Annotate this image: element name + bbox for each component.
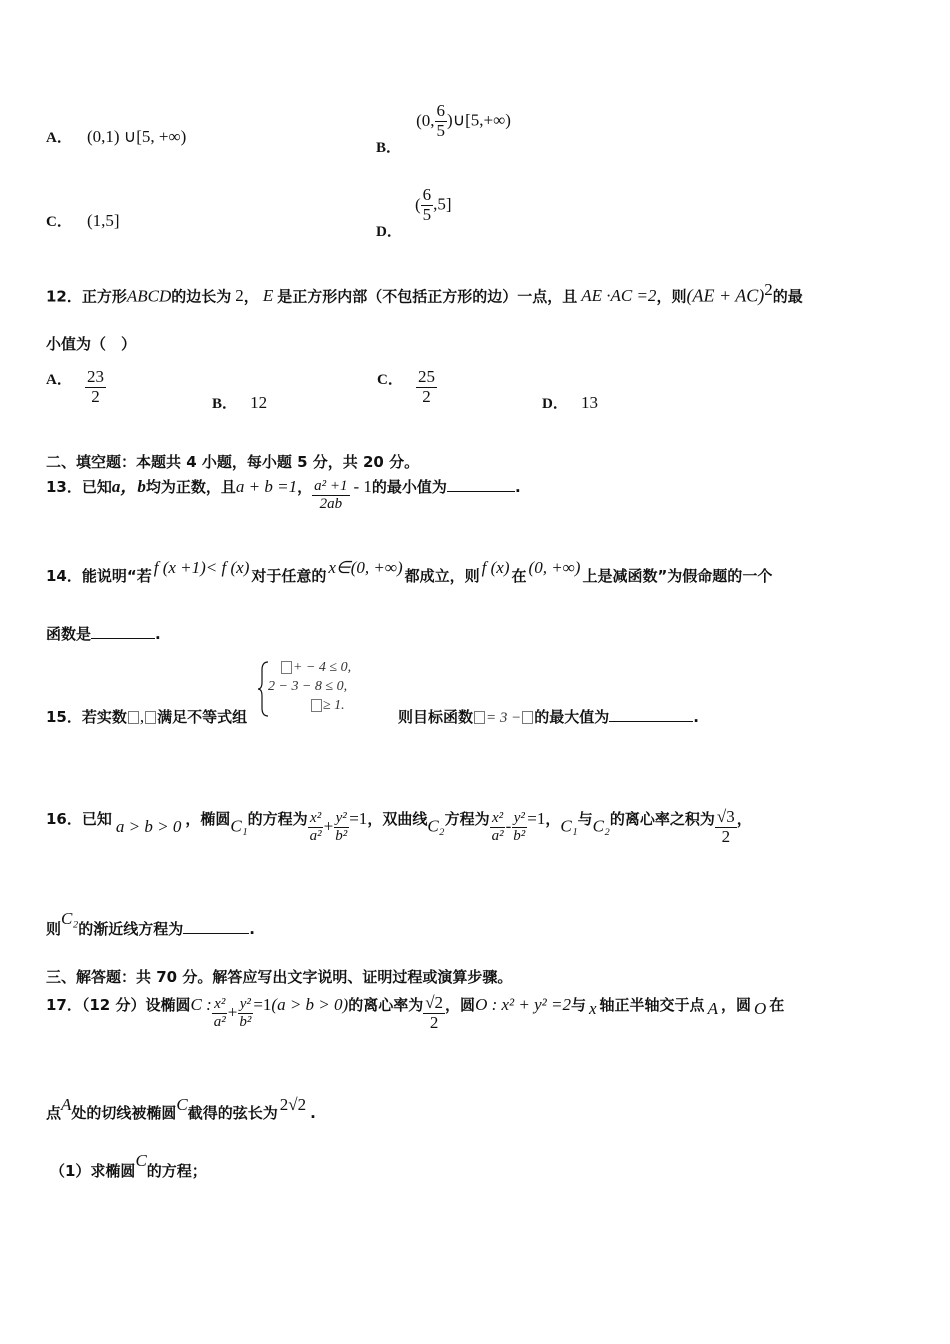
q16-math: C₂ bbox=[592, 816, 610, 836]
section-heading-fill-in: 二、填空题：本题共 4 小题，每小题 5 分，共 20 分。 bbox=[46, 453, 420, 471]
q14-stem-line2 bbox=[46, 623, 161, 644]
fraction: $\frac{\text{y²}}{\text{b²}}$ bbox=[335, 810, 348, 844]
q16-text: 的方程为 bbox=[247, 809, 308, 828]
missing-glyph-box bbox=[281, 661, 292, 674]
q17-text: 处的切线被椭圆 bbox=[71, 1104, 177, 1122]
q17-text: 的离心率为 bbox=[348, 995, 424, 1014]
q12-math: 2 bbox=[235, 286, 244, 306]
q16-math: =1 bbox=[527, 808, 546, 828]
fraction-denominator: 2ab bbox=[319, 495, 343, 512]
fraction-numerator: a² +1 bbox=[314, 478, 348, 494]
inequality-row-2 bbox=[268, 679, 347, 695]
q16-math: C₁ bbox=[560, 816, 578, 836]
q15-text: . bbox=[693, 708, 699, 726]
option-expr: (1,5] bbox=[86, 211, 120, 230]
q17-math: (a > b > 0) bbox=[271, 994, 349, 1014]
q12-stem bbox=[46, 280, 803, 306]
q11-option-b bbox=[376, 101, 511, 156]
q17-text: 截得的弦长为 bbox=[187, 1104, 278, 1122]
missing-glyph-box bbox=[128, 711, 139, 724]
option-value: 12 bbox=[250, 393, 268, 412]
q13-math: a，b bbox=[111, 476, 146, 496]
q17-math: A bbox=[707, 998, 718, 1018]
q12-text: 的边长为 bbox=[171, 287, 232, 306]
q13-math: - 1 bbox=[353, 476, 372, 496]
q15-text: 满足不等式组 bbox=[157, 708, 248, 726]
fraction-numerator: 6 bbox=[422, 185, 432, 204]
q17-math: C bbox=[135, 1151, 147, 1170]
q14-text: 函数是 bbox=[46, 625, 92, 643]
fraction bbox=[421, 186, 434, 224]
fraction bbox=[715, 808, 737, 846]
q14-text: 在 bbox=[511, 567, 527, 585]
fraction: $\frac{\text{y²}}{\text{b²}}$ bbox=[513, 810, 526, 844]
q16-text: ，椭圆 bbox=[185, 809, 231, 828]
q15-math: = 3 − bbox=[486, 710, 522, 726]
inequality-row-1 bbox=[280, 660, 351, 676]
fraction-numerator: 6 bbox=[436, 101, 446, 120]
option-post: ,5] bbox=[433, 194, 452, 214]
answer-blank[interactable] bbox=[447, 491, 515, 492]
q12-math: ABCD bbox=[126, 286, 172, 306]
q13-text: . bbox=[514, 477, 521, 496]
q12-math: E bbox=[262, 286, 274, 306]
q14-math: x∈(0, +∞) bbox=[328, 558, 403, 577]
q13-text: 的最小值为 bbox=[371, 477, 447, 496]
q12-math-exponent: 2 bbox=[764, 280, 773, 299]
q17-math: C : bbox=[190, 994, 212, 1014]
q15-text: 若实数 bbox=[81, 708, 127, 726]
question-number: 15． bbox=[46, 708, 82, 726]
q11-option-a bbox=[46, 126, 186, 147]
q12-math: AE ·AC =2 bbox=[581, 286, 657, 306]
q13-text: 已知 bbox=[81, 477, 112, 496]
q14-text: 能说明“若 bbox=[81, 567, 152, 585]
q12-option-c bbox=[377, 368, 437, 406]
question-number: 13． bbox=[46, 477, 82, 496]
option-label: C． bbox=[377, 371, 403, 388]
fraction bbox=[435, 102, 448, 140]
q17-text: . bbox=[310, 1104, 316, 1122]
option-label: C． bbox=[46, 214, 72, 230]
inequality-text: 2 − 3 − 8 ≤ 0, bbox=[268, 679, 348, 694]
q16-text: 方程为 bbox=[444, 809, 490, 828]
missing-glyph-box bbox=[522, 711, 533, 724]
option-label: D． bbox=[376, 223, 402, 240]
q16-stem-line2 bbox=[46, 908, 255, 938]
option-expr: (0,1) ∪[5, +∞) bbox=[86, 127, 187, 146]
q14-text: 上是减函数”为假命题的一个 bbox=[582, 567, 773, 585]
inequality-text: ≥ 1. bbox=[323, 698, 345, 713]
q16-text: . bbox=[249, 920, 255, 938]
q12-text: 的最 bbox=[772, 287, 803, 306]
fraction-denominator: 5 bbox=[436, 120, 446, 140]
q17-math: C bbox=[176, 1095, 188, 1114]
q12-math: (AE + AC) bbox=[686, 285, 765, 306]
q17-text: 轴正半轴交于点 bbox=[599, 995, 705, 1014]
q14-stem bbox=[46, 558, 773, 586]
q12-option-b bbox=[212, 392, 267, 413]
section-heading-solutions: 三、解答题：共 70 分。解答应写出文字说明、证明过程或演算步骤。 bbox=[46, 968, 513, 986]
question-number: 12． bbox=[46, 287, 82, 306]
q12-text: 正方形 bbox=[81, 287, 127, 306]
q15-text: 则目标函数 bbox=[398, 708, 474, 726]
q14-text: 对于任意的 bbox=[251, 567, 327, 585]
q17-math: A bbox=[61, 1095, 72, 1114]
option-pre: ( bbox=[414, 194, 421, 214]
inequality-text: + − 4 ≤ 0, bbox=[293, 660, 352, 675]
q12-text: ， bbox=[243, 287, 259, 306]
q16-text: 已知 bbox=[81, 809, 112, 828]
q14-text: 都成立，则 bbox=[404, 567, 480, 585]
q17-text: 在 bbox=[769, 995, 785, 1014]
q11-option-c bbox=[46, 210, 120, 231]
q17-text: ，圆 bbox=[445, 995, 476, 1014]
q12-text: 是正方形内部（不包括正方形的边）一点，且 bbox=[277, 287, 578, 306]
inequality-row-3 bbox=[310, 698, 345, 714]
q15-stem: 15．若实数 , 满足不等式组 bbox=[46, 707, 248, 726]
missing-glyph-box bbox=[145, 711, 156, 724]
q16-text: 的离心率之积为 bbox=[609, 809, 715, 828]
option-label: A． bbox=[46, 371, 72, 388]
q15-text: 的最大值为 bbox=[534, 708, 610, 726]
fraction-denominator: 2 bbox=[721, 826, 731, 846]
q16-math: a > b > 0 bbox=[115, 816, 182, 836]
q16-text: 与 bbox=[577, 809, 593, 828]
fraction-denominator: 2 bbox=[422, 386, 431, 406]
q14-math: f (x) bbox=[481, 558, 510, 577]
fraction bbox=[416, 368, 437, 406]
q16-math: =1 bbox=[349, 808, 368, 828]
q17-text: （12 分）设椭圆 bbox=[81, 995, 191, 1014]
q14-text: . bbox=[155, 625, 161, 643]
fraction: $\frac{\text{x²}}{\text{a²}}$ bbox=[309, 810, 322, 844]
q14-math: (0, +∞) bbox=[528, 558, 581, 577]
q17-math: 2√2 bbox=[279, 1095, 307, 1114]
q16-text: ，双曲线 bbox=[367, 809, 428, 828]
fraction bbox=[423, 994, 445, 1032]
q17-math: x bbox=[589, 998, 597, 1018]
fraction-numerator: 23 bbox=[86, 367, 104, 386]
q13-text: ， bbox=[297, 477, 313, 496]
fraction-numerator: 25 bbox=[417, 367, 435, 386]
q17-math: =1 bbox=[253, 994, 272, 1014]
q16-stem: 16．已知 a > b > 0 ，椭圆C₁的方程为 $\frac{\text{x²}}{\text{a²}}$ + $\frac{\text{y²}}{\text{b²}}$ =1，双曲线C₂方程为 $\frac{\text{x²}}{\text{a²}}$ - $\frac{\text{y²}}{\text{b²}}$ =1，C₁与C₂的离心率之积为 $\frac{√3}{2}$ ， bbox=[46, 807, 752, 846]
q15-stem-tail bbox=[398, 706, 699, 727]
q16-math: C₁ bbox=[230, 816, 248, 836]
option-value: 13 bbox=[580, 393, 598, 412]
q13-stem bbox=[46, 478, 521, 512]
answer-blank[interactable] bbox=[609, 721, 693, 722]
fraction bbox=[312, 478, 349, 512]
missing-glyph-box bbox=[311, 699, 322, 712]
answer-blank[interactable] bbox=[91, 638, 155, 639]
option-label: B． bbox=[376, 139, 402, 156]
question-number: 16． bbox=[46, 809, 82, 828]
q12-stem-line2: 小值为（ ） bbox=[46, 335, 137, 353]
q17-text: 与 bbox=[570, 995, 586, 1014]
q12-option-a bbox=[46, 368, 106, 406]
q17-text: 点 bbox=[46, 1104, 62, 1122]
fraction-numerator: √2 bbox=[425, 993, 444, 1012]
option-post: )∪[5,+∞) bbox=[447, 110, 511, 130]
question-number: 17． bbox=[46, 995, 82, 1014]
q17-text: ，圆 bbox=[720, 995, 751, 1014]
q17-text: 的方程； bbox=[146, 1162, 207, 1180]
q16-math: C₂ bbox=[61, 909, 79, 928]
missing-glyph-box bbox=[474, 711, 485, 724]
q11-option-d bbox=[376, 185, 452, 240]
option-label: B． bbox=[212, 396, 238, 412]
q16-text: 的渐近线方程为 bbox=[78, 920, 184, 938]
fraction-denominator: 5 bbox=[422, 204, 432, 224]
fraction: $\frac{\text{x²}}{\text{a²}}$ bbox=[213, 996, 226, 1030]
q12-text: ，则 bbox=[656, 287, 687, 306]
q17-stem: 17．（12 分）设椭圆C : $\frac{\text{x²}}{\text{a²}}$ + $\frac{\text{y²}}{\text{b²}}$ =1(a > b > 0)的离心率为 $\frac{√2}{2}$ ，圆O : x² + y² =2与 x 轴正半轴交于点 A ，圆 O 在 bbox=[46, 993, 785, 1032]
fraction bbox=[85, 368, 106, 406]
option-label: A． bbox=[46, 130, 72, 146]
fraction-denominator: 2 bbox=[91, 386, 100, 406]
q16-text: ， bbox=[545, 809, 561, 828]
q17-math: O bbox=[753, 998, 767, 1018]
q17-stem-line2 bbox=[46, 1094, 316, 1122]
fraction: $\frac{\text{x²}}{\text{a²}}$ bbox=[491, 810, 504, 844]
answer-blank[interactable] bbox=[183, 933, 249, 934]
option-pre: (0, bbox=[416, 110, 435, 130]
fraction: $\frac{\text{y²}}{\text{b²}}$ bbox=[239, 996, 252, 1030]
fraction-numerator: √3 bbox=[716, 807, 735, 826]
q16-text: ， bbox=[736, 809, 752, 828]
option-label: D． bbox=[542, 396, 568, 412]
q16-math: C₂ bbox=[427, 816, 445, 836]
q13-math: a + b =1 bbox=[235, 476, 298, 496]
q17-text: （1）求椭圆 bbox=[50, 1162, 136, 1180]
q17-subquestion-1 bbox=[50, 1150, 207, 1180]
q17-math: O : x² + y² =2 bbox=[475, 994, 571, 1014]
q13-text: 均为正数，且 bbox=[145, 477, 236, 496]
q16-text: 则 bbox=[46, 920, 62, 938]
fraction-denominator: 2 bbox=[429, 1012, 439, 1032]
question-number: 14． bbox=[46, 567, 82, 585]
q14-math: f (x +1)< f (x) bbox=[153, 558, 250, 577]
q12-option-d bbox=[542, 392, 598, 413]
